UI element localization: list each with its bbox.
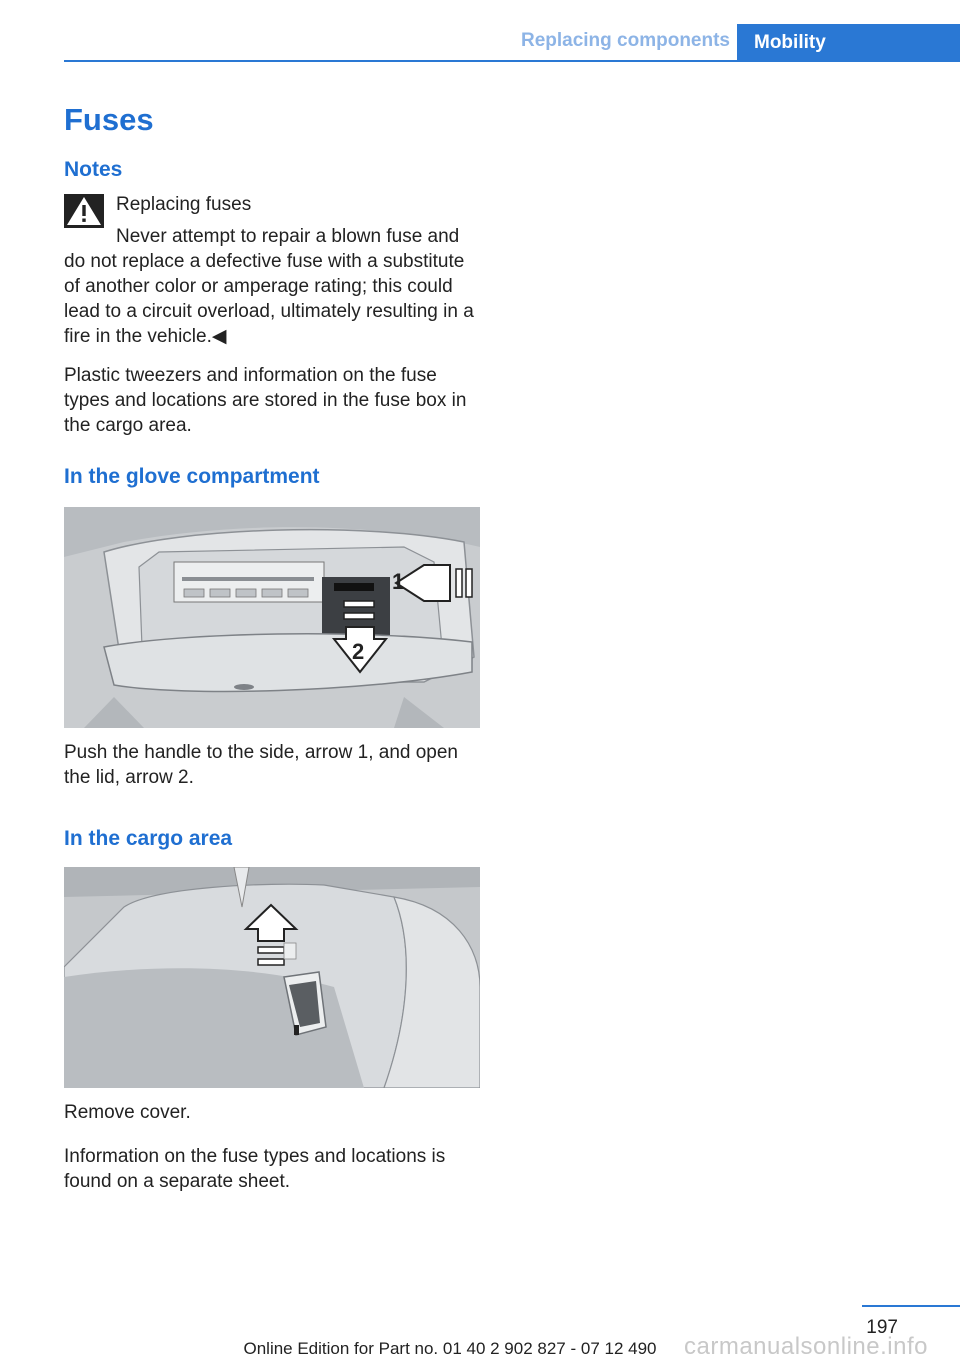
header-section-title: Replacing components <box>520 30 730 51</box>
page-title: Fuses <box>64 102 154 137</box>
warning-box <box>64 192 480 349</box>
arrow-1-label: 1 <box>392 569 405 594</box>
glove-heading: In the glove compartment <box>64 465 320 488</box>
warning-body-text: Never attempt to repair a blown fuse and do not replace a defective fuse with a substitute of another color or amperage rating; this could lead to a circuit overload, ultimately resulting in a fire in the vehicle.◀ <box>64 226 474 347</box>
warning-triangle-icon <box>64 194 104 228</box>
glove-caption: Push the handle to the side, arrow 1, and open the lid, arrow 2. <box>64 742 458 788</box>
watermark: carmanualsonline.info <box>684 1333 928 1360</box>
header-rule <box>64 60 960 62</box>
glove-compartment-illustration <box>64 507 480 728</box>
cargo-paragraph: Information on the fuse types and locations is found on a separate sheet. <box>64 1146 446 1192</box>
cargo-heading: In the cargo area <box>64 827 233 850</box>
cargo-area-illustration <box>64 867 480 1088</box>
warning-title: Replacing fuses <box>116 194 252 215</box>
warning-body <box>64 224 480 349</box>
notes-paragraph: Plastic tweezers and information on the fuse types and locations are stored in the fuse box in the cargo area. <box>64 365 467 436</box>
page-number: 197 <box>866 1317 898 1338</box>
cargo-area-figure <box>64 867 480 1088</box>
footer-edition: Online Edition for Part no. 01 40 2 902 827 - 07 12 490 <box>243 1339 657 1358</box>
glove-compartment-figure <box>64 507 480 728</box>
footer-rule <box>862 1305 960 1307</box>
cargo-caption: Remove cover. <box>64 1102 191 1123</box>
arrow-2-label: 2 <box>352 639 365 664</box>
header-chapter-tab: Mobility <box>737 24 960 60</box>
notes-heading: Notes <box>64 158 123 181</box>
main-content <box>64 100 480 1194</box>
